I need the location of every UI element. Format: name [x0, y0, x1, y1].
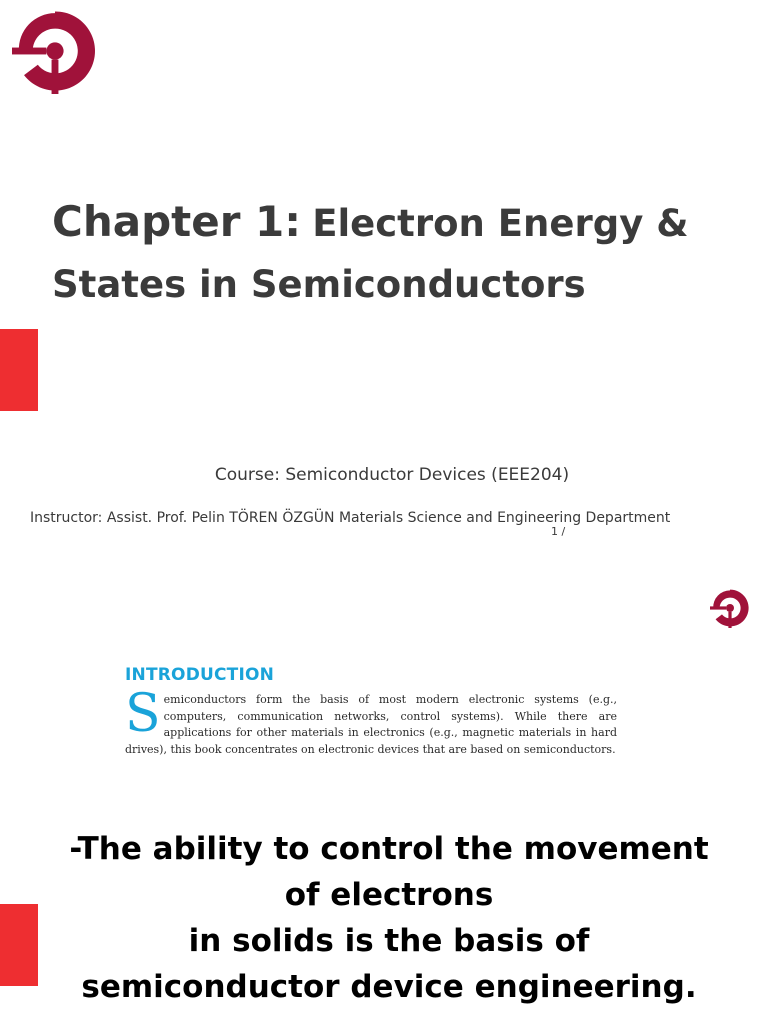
statement-line: semiconductor device engineering. — [81, 969, 697, 1005]
key-statement — [0, 826, 768, 1010]
university-logo-icon — [710, 586, 750, 630]
statement-line: -The ability to control the movement — [69, 831, 709, 867]
page-number: 1 / — [551, 525, 566, 538]
introduction-text: emiconductors form the basis of most modern electronic systems (e.g., computers, communication networks, control systems). While there are applications for other materials in electronics (e.g., magnetic materials in hard drives), this book concentrates on electronic devices that are based on semiconductors. — [125, 693, 617, 757]
slide-title-lead: Chapter 1: — [52, 197, 302, 246]
drop-cap: S — [125, 684, 161, 744]
slide-title-rest: Electron Energy & States in Semiconductors — [52, 202, 689, 306]
introduction-heading: INTRODUCTION — [125, 665, 275, 685]
slide-title — [52, 192, 742, 316]
university-logo-icon — [12, 4, 98, 98]
statement-line: of electrons — [284, 877, 494, 913]
statement-line: in solids is the basis of — [188, 923, 590, 959]
accent-bar — [0, 329, 38, 411]
instructor-line: Instructor: Assist. Prof. Pelin TÖREN ÖZGÜN Materials Science and Engineering Department — [30, 510, 671, 526]
introduction-paragraph — [125, 684, 617, 759]
course-line: Course: Semiconductor Devices (EEE204) — [214, 465, 570, 485]
